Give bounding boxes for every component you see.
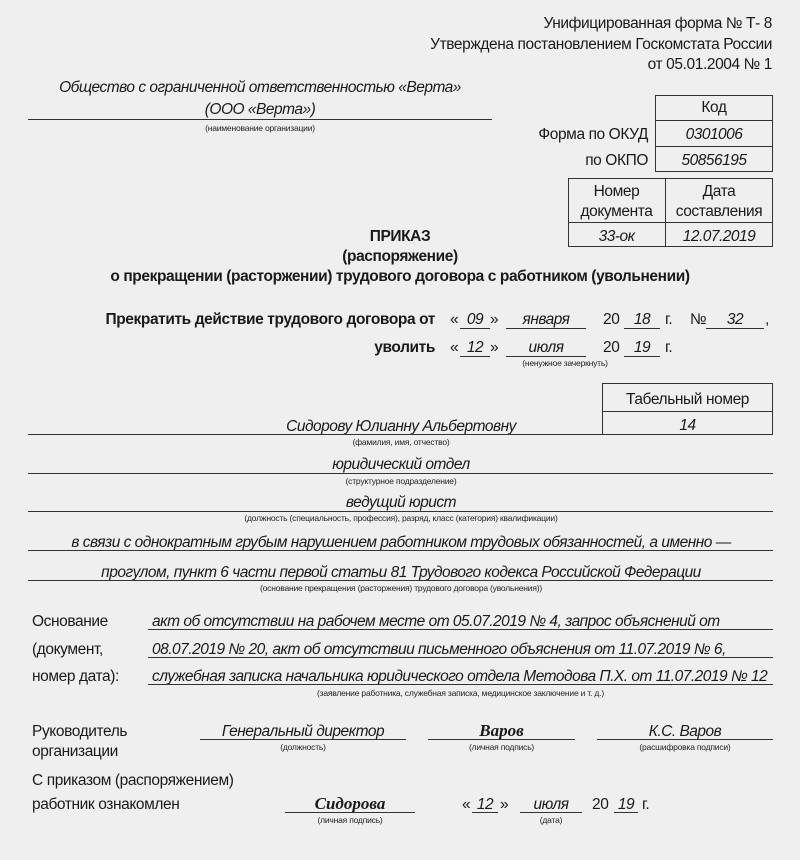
reason-line-1-underline bbox=[28, 550, 773, 551]
tab-number-value: 14 bbox=[679, 417, 696, 434]
doc-date-header: Дата bbox=[702, 183, 736, 200]
head-signature: Варов bbox=[479, 721, 524, 740]
contract-year: 18 bbox=[633, 311, 651, 328]
dismiss-month: июля bbox=[528, 339, 564, 356]
okpo-label: по ОКПО bbox=[585, 152, 648, 169]
head-position-line bbox=[200, 739, 406, 740]
year-suffix: г. bbox=[665, 339, 673, 356]
acknowledge-date-caption: (дата) bbox=[539, 815, 563, 825]
okud-label: Форма по ОКУД bbox=[538, 126, 648, 143]
doc-number-value: 33-ок bbox=[598, 228, 635, 245]
dismiss-year-line bbox=[624, 356, 660, 357]
employee-signature-caption: (личная подпись) bbox=[317, 815, 383, 825]
head-decoding: К.С. Варов bbox=[648, 723, 722, 740]
head-label: организации bbox=[32, 743, 118, 760]
employee-name-caption: (фамилия, имя, отчество) bbox=[352, 437, 450, 447]
tab-number-header: Табельный номер bbox=[625, 391, 750, 408]
open-quote: « bbox=[450, 339, 459, 356]
reason-line-2-underline bbox=[28, 580, 773, 581]
doc-date-value: 12.07.2019 bbox=[682, 228, 756, 245]
basis-underline bbox=[148, 684, 773, 685]
organization-line bbox=[28, 119, 492, 120]
basis-caption: (заявление работника, служебная записка, медицинское заключение и т. д.) bbox=[317, 688, 604, 698]
head-label: Руководитель bbox=[32, 723, 128, 740]
basis-line-3: служебная записка начальника юридического отдела Методова П.Х. от 11.07.2019 № 12 bbox=[152, 668, 768, 685]
open-quote: « bbox=[462, 796, 471, 813]
basis-line-2: 08.07.2019 № 20, акт об отсутствии письменного объяснения от 11.07.2019 № 6, bbox=[152, 641, 726, 658]
basis-label: (документ, bbox=[32, 641, 103, 658]
head-signature-line bbox=[428, 739, 575, 740]
department: юридический отдел bbox=[332, 456, 470, 473]
tab-table-divider bbox=[602, 411, 773, 412]
dismiss-month-line bbox=[506, 356, 586, 357]
reason-caption: (основание прекращения (расторжения) трудового договора (увольнения)) bbox=[260, 583, 542, 593]
basis-label: Основание bbox=[32, 613, 108, 630]
dismiss-label: уволить bbox=[374, 339, 435, 356]
order-subtitle: (распоряжение) bbox=[342, 248, 458, 265]
dismiss-day-line bbox=[460, 356, 490, 357]
position-caption: (должность (специальность, профессия), разряд, класс (категория) квалификации) bbox=[244, 513, 558, 523]
contract-year-line bbox=[624, 328, 660, 329]
basis-line-1: акт об отсутствии на рабочем месте от 05.07.2019 № 4, запрос объяснений от bbox=[152, 613, 720, 630]
head-decoding-line bbox=[597, 739, 773, 740]
organization-short-name: (ООО «Верта») bbox=[204, 101, 316, 118]
organization-full-name: Общество с ограниченной ответственностью «Верта» bbox=[59, 79, 461, 96]
head-decoding-caption: (расшифровка подписи) bbox=[639, 742, 731, 752]
basis-underline bbox=[148, 657, 773, 658]
year-suffix: г. bbox=[665, 311, 673, 328]
dismiss-year: 19 bbox=[633, 339, 651, 356]
contract-month-line bbox=[506, 328, 586, 329]
doc-table-divider bbox=[568, 222, 773, 223]
basis-underline bbox=[148, 629, 773, 630]
employee-signature: Сидорова bbox=[314, 794, 386, 813]
department-line bbox=[28, 473, 773, 474]
number-sign: № bbox=[690, 311, 707, 328]
reason-line-2: прогулом, пункт 6 части первой статьи 81 Трудового кодекса Российской Федерации bbox=[101, 564, 701, 581]
codes-header: Код bbox=[701, 99, 727, 116]
employee-name: Сидорову Юлианну Альбертовну bbox=[286, 418, 516, 435]
acknowledge-label: работник ознакомлен bbox=[32, 796, 180, 813]
contract-number: 32 bbox=[726, 311, 744, 328]
acknowledge-year-prefix: 20 bbox=[592, 796, 609, 813]
codes-divider bbox=[655, 120, 773, 121]
acknowledge-day-line bbox=[472, 812, 498, 813]
order-subject: о прекращении (расторжении) трудового договора с работником (увольнении) bbox=[110, 268, 690, 285]
contract-day: 09 bbox=[466, 311, 484, 328]
acknowledge-label: С приказом (распоряжением) bbox=[32, 772, 234, 789]
contract-year-prefix: 20 bbox=[603, 311, 620, 328]
order-title: ПРИКАЗ bbox=[369, 228, 431, 245]
head-signature-caption: (личная подпись) bbox=[468, 742, 535, 752]
acknowledge-month-line bbox=[520, 812, 582, 813]
employee-signature-line bbox=[285, 812, 415, 813]
close-quote: » bbox=[500, 796, 509, 813]
close-quote: » bbox=[490, 339, 499, 356]
position: ведущий юрист bbox=[345, 494, 457, 511]
reason-line-1: в связи с однократным грубым нарушением работником трудовых обязанностей, а именно — bbox=[71, 534, 731, 551]
acknowledge-year-line bbox=[614, 812, 638, 813]
year-suffix: г. bbox=[642, 796, 650, 813]
position-line bbox=[28, 511, 773, 512]
contract-day-line bbox=[460, 328, 490, 329]
doc-date-header: составления bbox=[675, 203, 763, 220]
doc-number-header: Номер bbox=[593, 183, 640, 200]
dismiss-year-prefix: 20 bbox=[603, 339, 620, 356]
dismiss-day: 12 bbox=[466, 339, 484, 356]
doc-number-header: документа bbox=[580, 203, 653, 220]
department-caption: (структурное подразделение) bbox=[345, 476, 457, 486]
head-position: Генеральный директор bbox=[221, 723, 385, 740]
okud-value: 0301006 bbox=[685, 126, 743, 143]
okpo-value: 50856195 bbox=[681, 152, 747, 169]
terminate-label: Прекратить действие трудового договора от bbox=[105, 311, 435, 328]
approval-line: Утверждена постановлением Госкомстата России bbox=[430, 36, 772, 53]
comma: , bbox=[765, 311, 769, 328]
acknowledge-day: 12 bbox=[476, 796, 494, 813]
basis-label: номер дата): bbox=[32, 668, 119, 685]
form-number-line: Унифицированная форма № Т- 8 bbox=[543, 15, 772, 32]
employee-name-line bbox=[28, 434, 602, 435]
dismiss-caption: (ненужное зачеркнуть) bbox=[522, 358, 608, 368]
head-position-caption: (должность) bbox=[280, 742, 326, 752]
contract-month: января bbox=[522, 311, 570, 328]
contract-number-line bbox=[706, 328, 764, 329]
approval-date-line: от 05.01.2004 № 1 bbox=[647, 56, 772, 73]
organization-caption: (наименование организации) bbox=[205, 123, 315, 133]
close-quote: » bbox=[490, 311, 499, 328]
codes-divider bbox=[655, 146, 773, 147]
acknowledge-year: 19 bbox=[617, 796, 635, 813]
acknowledge-month: июля bbox=[533, 796, 569, 813]
open-quote: « bbox=[450, 311, 459, 328]
